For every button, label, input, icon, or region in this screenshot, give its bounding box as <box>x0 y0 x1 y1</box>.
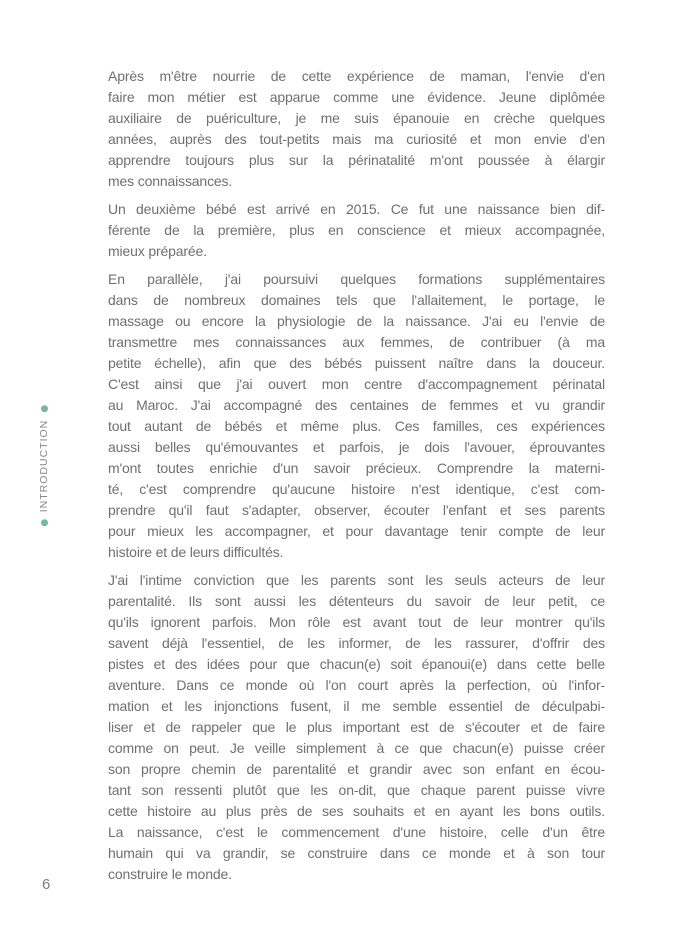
text-line: petite échelle), afin que des bébés puissent naître dans la douceur. <box>108 355 605 371</box>
paragraph <box>108 269 605 563</box>
text-line: La naissance, c'est le commencement d'une histoire, celle d'un être <box>108 824 605 840</box>
text-line: faire mon métier est apparue comme une évidence. Jeune diplômée <box>108 89 605 105</box>
body-text-block <box>108 66 605 892</box>
text-line: tout autant de bébés et même plus. Ces familles, ces expériences <box>108 418 605 434</box>
text-line: qu'ils ignorent parfois. Mon rôle est avant tout de leur montrer qu'ils <box>108 614 605 630</box>
text-line: C'est ainsi que j'ai ouvert mon centre d'accompagnement périnatal <box>108 376 605 392</box>
text-line: cette histoire au plus près de ses souhaits et en ayant les bons outils. <box>108 803 605 819</box>
text-line: aventure. Dans ce monde où l'on court après la perfection, où l'infor- <box>108 677 605 693</box>
text-line: années, auprès des tout-petits mais ma curiosité et mon envie d'en <box>108 131 605 147</box>
text-line: liser et de rappeler que le plus important est de s'écouter et de faire <box>108 719 605 735</box>
text-line: savent déjà l'essentiel, de les informer, de les rassurer, d'offrir des <box>108 635 605 651</box>
text-line: En parallèle, j'ai poursuivi quelques formations supplémentaires <box>108 271 605 287</box>
text-line: m'ont toutes enrichie d'un savoir précieux. Comprendre la materni- <box>108 460 605 476</box>
text-line: parentalité. Ils sont aussi les détenteurs du savoir de leur petit, ce <box>108 593 605 609</box>
text-line: histoire et de leurs difficultés. <box>108 544 284 560</box>
text-line: mation et les injonctions fusent, il me semble essentiel de déculpabi- <box>108 698 605 714</box>
chapter-label: INTRODUCTION <box>38 419 50 513</box>
text-line: férente de la première, plus en conscience et mieux accompagnée, <box>108 222 605 238</box>
page-number: 6 <box>42 876 51 893</box>
paragraph <box>108 199 605 262</box>
text-line: té, c'est comprendre qu'aucune histoire n'est identique, c'est com- <box>108 481 605 497</box>
text-line: construire le monde. <box>108 866 232 882</box>
text-line: comme on peut. Je veille simplement à ce que chacun(e) puisse créer <box>108 740 605 756</box>
text-line: au Maroc. J'ai accompagné des centaines de femmes et vu grandir <box>108 397 605 413</box>
text-line: auxiliaire de puériculture, je me suis épanouie en crèche quelques <box>108 110 605 126</box>
text-line: mieux préparée. <box>108 243 207 259</box>
text-line: Un deuxième bébé est arrivé en 2015. Ce fut une naissance bien dif- <box>108 201 605 217</box>
text-line: transmettre mes connaissances aux femmes, de contribuer (à ma <box>108 334 605 350</box>
text-line: tant son ressenti plutôt que les on-dit, que chaque parent puisse vivre <box>108 782 605 798</box>
text-line: dans de nombreux domaines tels que l'allaitement, le portage, le <box>108 292 605 308</box>
paragraph <box>108 66 605 192</box>
text-line: pistes et des idées pour que chacun(e) soit épanoui(e) dans cette belle <box>108 656 605 672</box>
text-line: humain qui va grandir, se construire dans ce monde et à son tour <box>108 845 605 861</box>
text-line: pour mieux les accompagner, et pour davantage tenir compte de leur <box>108 523 605 539</box>
text-line: J'ai l'intime conviction que les parents sont les seuls acteurs de leur <box>108 572 605 588</box>
paragraph <box>108 570 605 885</box>
sidebar-dot-start <box>41 519 48 526</box>
text-line: Après m'être nourrie de cette expérience de maman, l'envie d'en <box>108 68 605 84</box>
chapter-sidebar <box>38 406 50 527</box>
text-line: massage ou encore la physiologie de la naissance. J'ai eu l'envie de <box>108 313 605 329</box>
sidebar-dot-end <box>41 406 48 413</box>
text-line: prendre qu'il faut s'adapter, observer, écouter l'enfant et ses parents <box>108 502 605 518</box>
text-line: apprendre toujours plus sur la périnatalité m'ont poussée à élargir <box>108 152 605 168</box>
text-line: mes connaissances. <box>108 173 233 189</box>
text-line: son propre chemin de parentalité et grandir avec son enfant en écou- <box>108 761 605 777</box>
text-line: aussi belles qu'émouvantes et parfois, je dois l'avouer, éprouvantes <box>108 439 605 455</box>
